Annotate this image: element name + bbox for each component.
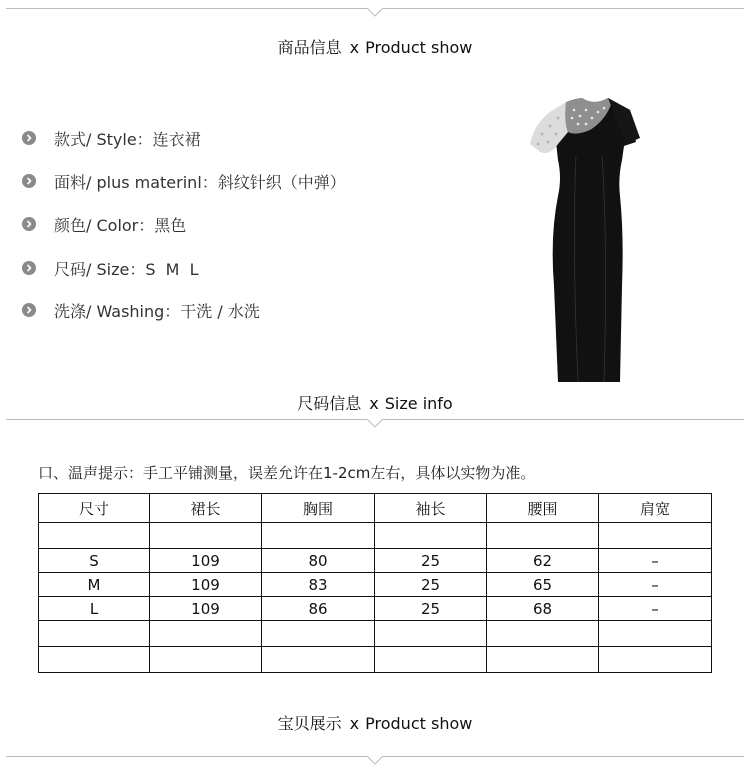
header-cell: 肩宽 bbox=[599, 494, 712, 523]
header-cell: 胸围 bbox=[262, 494, 375, 523]
chevron-right-circle-icon bbox=[22, 261, 36, 275]
attribute-label: 面料/ plus materinl：斜纹针织（中弹） bbox=[54, 172, 346, 192]
product-show-title-cn: 宝贝展示 bbox=[277, 714, 342, 733]
header-cell: 腰围 bbox=[487, 494, 599, 523]
table-cell bbox=[375, 647, 487, 673]
table-cell bbox=[262, 621, 375, 647]
table-cell bbox=[599, 523, 712, 549]
size-info-title-en: Size info bbox=[384, 394, 453, 413]
table-row-empty bbox=[39, 647, 712, 673]
table-cell bbox=[150, 523, 262, 549]
table-cell: S bbox=[39, 549, 150, 573]
table-cell bbox=[262, 523, 375, 549]
table-cell: 62 bbox=[487, 549, 599, 573]
chevron-right-circle-icon bbox=[22, 303, 36, 317]
title-x: x bbox=[349, 714, 360, 733]
title-x: x bbox=[369, 394, 379, 413]
size-table-header-row bbox=[39, 494, 712, 523]
table-row-s bbox=[39, 549, 712, 573]
table-cell: 83 bbox=[262, 573, 375, 597]
attribute-row-style bbox=[22, 126, 201, 150]
product-info-title-en: Product show bbox=[365, 38, 473, 57]
table-row-empty bbox=[39, 523, 712, 549]
title-x: x bbox=[349, 38, 360, 57]
table-cell bbox=[375, 523, 487, 549]
table-cell bbox=[487, 621, 599, 647]
table-cell: 25 bbox=[375, 597, 487, 621]
attribute-label: 颜色/ Color：黑色 bbox=[54, 215, 187, 235]
table-cell: – bbox=[599, 549, 712, 573]
table-cell bbox=[599, 621, 712, 647]
product-info-title-cn: 商品信息 bbox=[277, 38, 342, 57]
attribute-label: 尺码/ Size：S M L bbox=[54, 259, 199, 279]
table-cell: – bbox=[599, 573, 712, 597]
attribute-row-color bbox=[22, 212, 186, 236]
top-notch-icon bbox=[367, 8, 383, 24]
table-cell: 109 bbox=[150, 549, 262, 573]
table-cell: – bbox=[599, 597, 712, 621]
table-row-m bbox=[39, 573, 712, 597]
product-show-title bbox=[0, 711, 750, 734]
header-cell: 裙长 bbox=[150, 494, 262, 523]
table-cell bbox=[39, 523, 150, 549]
chevron-right-circle-icon bbox=[22, 217, 36, 231]
table-cell: 86 bbox=[262, 597, 375, 621]
table-cell: 109 bbox=[150, 573, 262, 597]
size-info-title-cn: 尺码信息 bbox=[297, 394, 362, 413]
table-row-l bbox=[39, 597, 712, 621]
table-cell bbox=[375, 621, 487, 647]
table-cell: M bbox=[39, 573, 150, 597]
attribute-row-washing bbox=[22, 298, 260, 322]
attribute-row-size bbox=[22, 256, 199, 280]
table-cell bbox=[39, 647, 150, 673]
table-cell bbox=[599, 647, 712, 673]
chevron-right-circle-icon bbox=[22, 131, 36, 145]
table-row-empty bbox=[39, 621, 712, 647]
size-notch-icon bbox=[367, 419, 383, 435]
table-cell bbox=[150, 647, 262, 673]
table-cell: 25 bbox=[375, 549, 487, 573]
product-image-dress bbox=[520, 86, 670, 386]
table-cell: 68 bbox=[487, 597, 599, 621]
table-cell bbox=[39, 621, 150, 647]
attribute-label: 款式/ Style：连衣裙 bbox=[54, 129, 201, 149]
table-cell: L bbox=[39, 597, 150, 621]
table-cell: 65 bbox=[487, 573, 599, 597]
header-cell: 袖长 bbox=[375, 494, 487, 523]
attribute-row-material bbox=[22, 169, 346, 193]
attribute-label: 洗涤/ Washing：干洗 / 水洗 bbox=[54, 301, 260, 321]
table-cell: 109 bbox=[150, 597, 262, 621]
table-cell: 25 bbox=[375, 573, 487, 597]
table-cell: 80 bbox=[262, 549, 375, 573]
table-cell bbox=[487, 523, 599, 549]
bottom-notch-icon bbox=[367, 756, 383, 772]
table-cell bbox=[150, 621, 262, 647]
header-cell: 尺寸 bbox=[39, 494, 150, 523]
size-table bbox=[38, 493, 712, 673]
table-cell bbox=[487, 647, 599, 673]
product-show-title-en: Product show bbox=[365, 714, 473, 733]
product-info-title bbox=[0, 35, 750, 58]
chevron-right-circle-icon bbox=[22, 174, 36, 188]
size-info-title bbox=[0, 391, 750, 414]
measurement-tip: 口、温声提示：手工平铺测量，误差允许在1-2cm左右，具体以实物为准。 bbox=[38, 464, 536, 482]
table-cell bbox=[262, 647, 375, 673]
